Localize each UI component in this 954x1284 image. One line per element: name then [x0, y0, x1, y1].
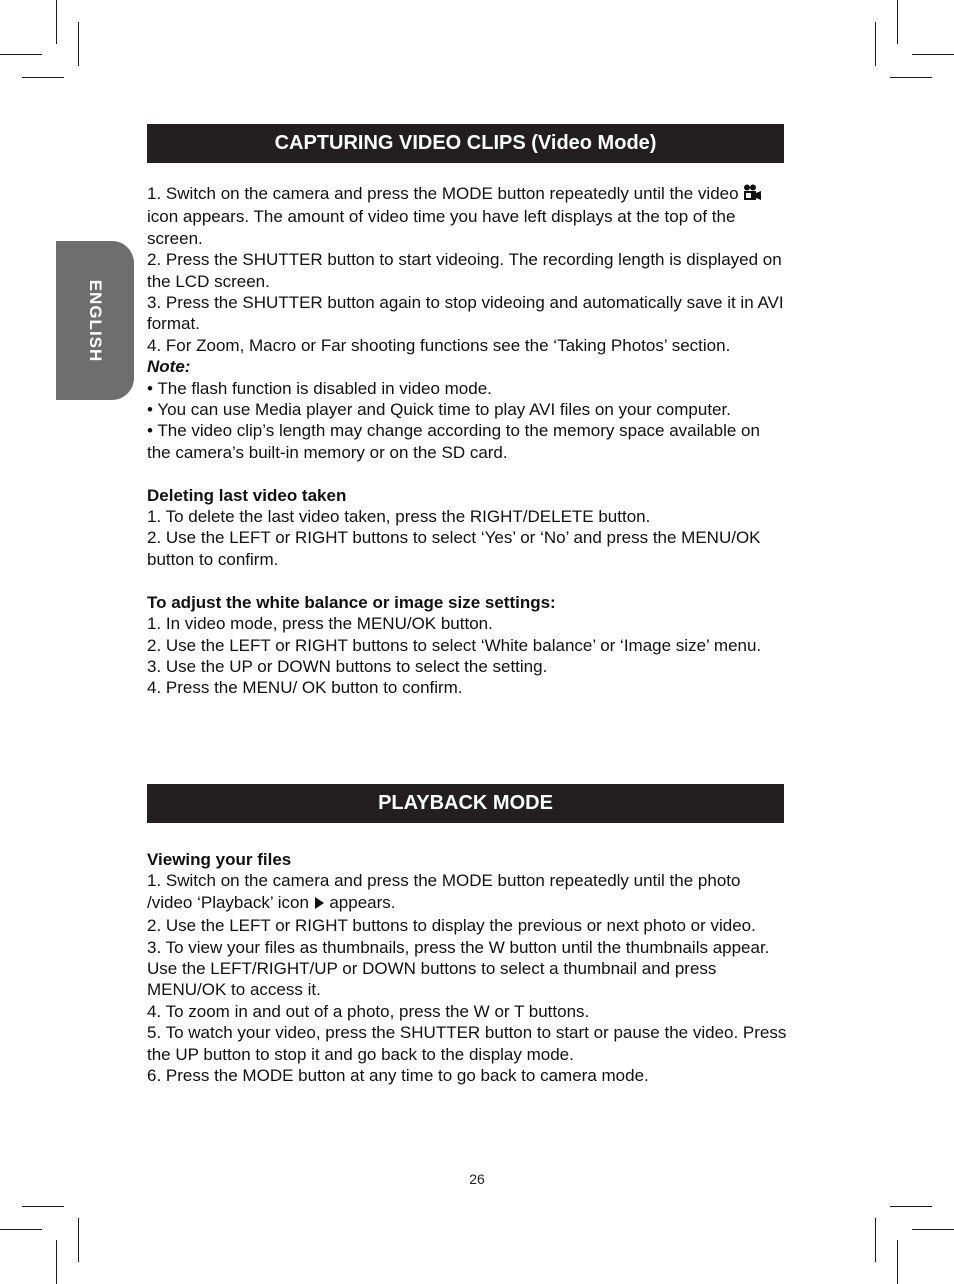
note-item: • The video clip’s length may change according to the memory space available on the camera’s built-in memory or on the SD card. — [147, 421, 760, 462]
step-4: 4. For Zoom, Macro or Far shooting functions see the ‘Taking Photos’ section. — [147, 335, 731, 355]
white-balance-heading: To adjust the white balance or image size settings: — [147, 592, 556, 612]
deleting-step: 2. Use the LEFT or RIGHT buttons to select ‘Yes’ or ‘No’ and press the MENU/OK button to confirm. — [147, 528, 761, 569]
crop-mark — [897, 0, 898, 44]
crop-mark — [78, 1218, 79, 1262]
video-mode-content — [147, 183, 787, 699]
crop-mark — [78, 22, 79, 66]
crop-mark — [0, 54, 42, 55]
deleting-heading: Deleting last video taken — [147, 485, 347, 505]
viewing-step: 6. Press the MODE button at any time to go back to camera mode. — [147, 1066, 649, 1086]
language-tab-label: ENGLISH — [86, 279, 105, 362]
crop-mark — [890, 1206, 932, 1207]
section-title-playback-mode — [147, 784, 784, 823]
crop-mark — [56, 0, 57, 44]
crop-mark — [22, 77, 64, 78]
crop-mark — [890, 77, 932, 78]
crop-mark — [875, 1218, 876, 1262]
video-camera-icon — [743, 184, 762, 206]
crop-mark — [912, 1229, 954, 1230]
viewing-step: 2. Use the LEFT or RIGHT buttons to display the previous or next photo or video. — [147, 916, 756, 936]
crop-mark — [22, 1206, 64, 1207]
play-triangle-icon — [314, 894, 325, 915]
step-1 — [147, 183, 787, 249]
crop-mark — [897, 1240, 898, 1284]
white-balance-step: 2. Use the LEFT or RIGHT buttons to select ‘White balance’ or ‘Image size’ menu. — [147, 635, 762, 655]
playback-mode-content — [147, 849, 787, 1086]
white-balance-step: 4. Press the MENU/ OK button to confirm. — [147, 678, 463, 698]
crop-mark — [912, 54, 954, 55]
language-tab — [56, 241, 134, 400]
step-3: 3. Press the SHUTTER button again to stop videoing and automatically save it in AVI format. — [147, 293, 784, 334]
page-number: 26 — [469, 1171, 485, 1187]
crop-mark — [0, 1229, 42, 1230]
viewing-step: 5. To watch your video, press the SHUTTER button to start or pause the video. Press the UP button to stop it and go back to the display mode. — [147, 1023, 787, 1064]
note-item: • The flash function is disabled in video mode. — [147, 378, 492, 398]
note-label: Note: — [147, 357, 191, 377]
viewing-step-1-text-b: appears. — [324, 892, 396, 912]
deleting-step: 1. To delete the last video taken, press the RIGHT/DELETE button. — [147, 507, 651, 527]
section-title-text: PLAYBACK MODE — [378, 792, 553, 814]
step-1-text-a: 1. Switch on the camera and press the MODE button repeatedly until the video — [147, 184, 744, 203]
crop-mark — [875, 22, 876, 66]
note-item: • You can use Media player and Quick time to play AVI files on your computer. — [147, 400, 731, 420]
section-title-text: CAPTURING VIDEO CLIPS (Video Mode) — [274, 132, 657, 154]
crop-mark — [56, 1240, 57, 1284]
white-balance-step: 1. In video mode, press the MENU/OK button. — [147, 614, 493, 634]
white-balance-step: 3. Use the UP or DOWN buttons to select the setting. — [147, 656, 548, 676]
step-1-text-b: icon appears. The amount of video time you have left displays at the top of the screen. — [147, 207, 736, 248]
section-title-video-mode — [147, 124, 784, 163]
viewing-step-1 — [147, 870, 787, 915]
step-2: 2. Press the SHUTTER button to start videoing. The recording length is displayed on the LCD screen. — [147, 250, 782, 291]
viewing-step-1-text-a: 1. Switch on the camera and press the MODE button repeatedly until the photo /video ‘Playback’ icon — [147, 871, 741, 912]
viewing-heading: Viewing your files — [147, 850, 292, 869]
viewing-step: 4. To zoom in and out of a photo, press the W or T buttons. — [147, 1001, 590, 1021]
viewing-step: 3. To view your files as thumbnails, press the W button until the thumbnails appear. Use the LEFT/RIGHT/UP or DOWN buttons to select a thumbnail and press MENU/OK to access it. — [147, 937, 770, 1000]
